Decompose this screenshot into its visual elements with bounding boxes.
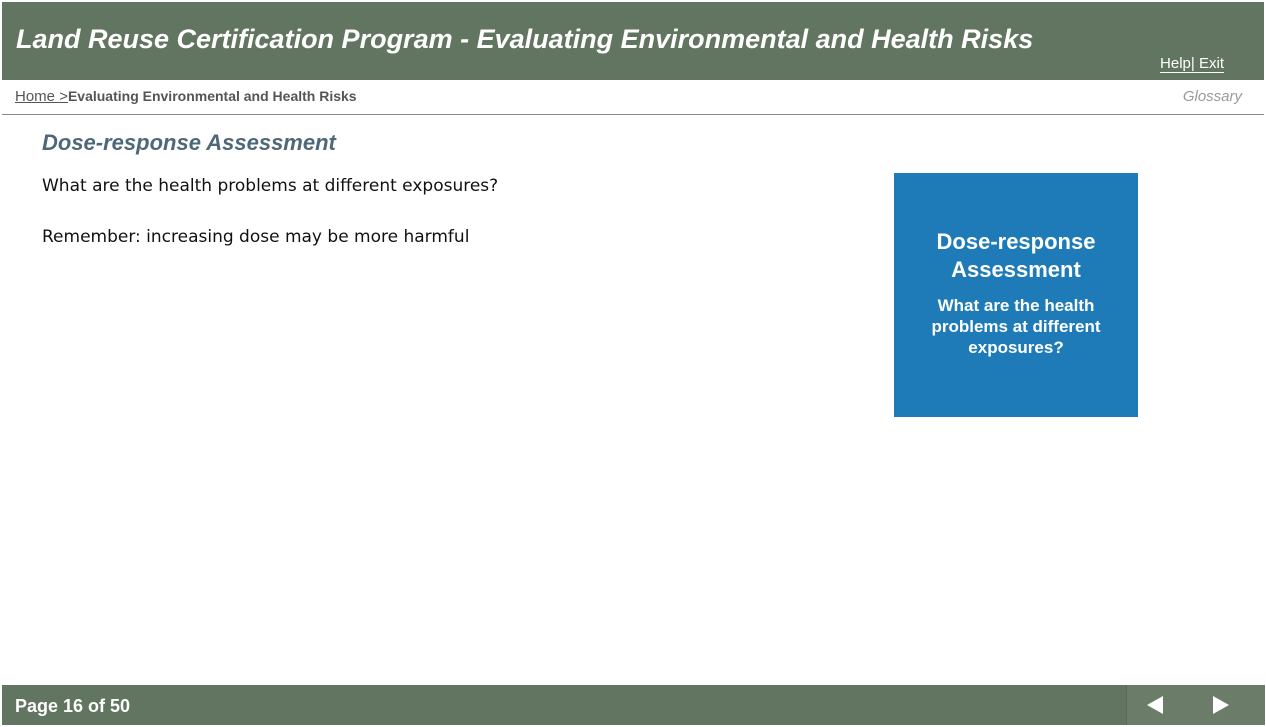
exit-link[interactable]: Exit xyxy=(1198,55,1224,72)
box-title: Dose-response Assessment xyxy=(936,229,1096,282)
breadcrumb-bar xyxy=(2,80,1264,115)
glossary-link[interactable]: Glossary xyxy=(1182,88,1242,105)
page-counter: Page 16 of 50 xyxy=(15,696,131,716)
app-title: Land Reuse Certification Program - Evaluating Environmental and Health Risks xyxy=(16,24,1034,54)
question-text: What are the health problems at different exposures? xyxy=(42,176,499,196)
page-title: Dose-response Assessment xyxy=(42,130,336,155)
reminder-text: Remember: increasing dose may be more harmful xyxy=(42,227,470,247)
breadcrumb-home-link[interactable] xyxy=(15,88,68,105)
nav-buttons xyxy=(1126,685,1265,725)
box-subtitle: What are the health problems at different exposures? xyxy=(931,296,1101,357)
dose-response-box xyxy=(894,173,1138,417)
breadcrumb-current: Evaluating Environmental and Health Risks xyxy=(67,88,357,104)
arrow-right-icon xyxy=(1209,693,1233,717)
breadcrumb xyxy=(15,88,357,105)
breadcrumb-home-label: Home xyxy=(15,88,56,105)
previous-page-button[interactable] xyxy=(1143,693,1167,717)
breadcrumb-separator: > xyxy=(59,88,68,105)
link-separator: | xyxy=(1190,55,1195,72)
help-exit-links xyxy=(1160,55,1224,73)
arrow-left-icon xyxy=(1143,693,1167,717)
help-link[interactable]: Help xyxy=(1160,55,1191,72)
footer-bar xyxy=(2,685,1264,725)
header-bar xyxy=(2,2,1264,80)
next-page-button[interactable] xyxy=(1209,693,1233,717)
